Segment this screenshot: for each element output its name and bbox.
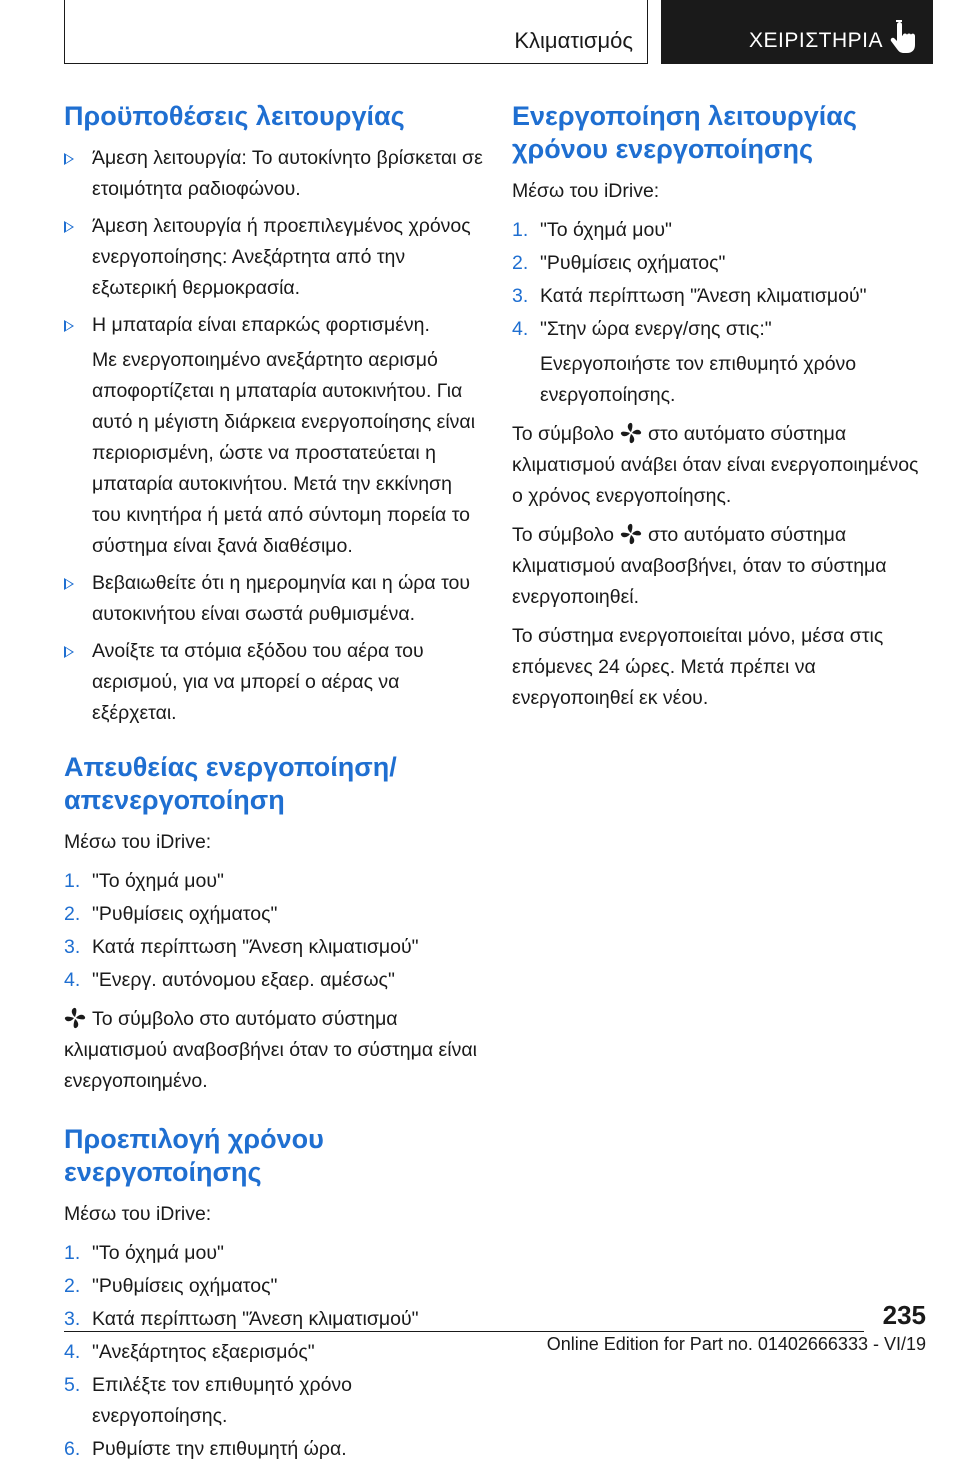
section-tab-label: ΧΕΙΡΙΣΤΗΡΙΑ <box>749 29 884 52</box>
section-title-direct-activation: Απευθείας ενεργοποίηση/ απενεργοποίηση <box>64 752 397 815</box>
intro-text: Μέσω του iDrive: <box>64 1203 212 1225</box>
prerequisites-list <box>64 143 484 729</box>
list-item: 1. "Το όχημά μου" <box>512 219 672 241</box>
symbol-lights-paragraph: Το σύμβολο στο αυτόματο σύστημα κλιματισμού ανάβει όταν είναι ενεργοποιημένος ο χρόνος ενεργοποίησης. <box>512 423 919 507</box>
bullet-triangle-icon <box>64 646 74 658</box>
fan-icon <box>620 422 642 444</box>
list-item: 1. "Το όχημά μου" <box>64 870 224 892</box>
list-item: Άμεση λειτουργία: Το αυτοκίνητο βρίσκεται σε ετοιμότητα ραδιοφώνου. <box>64 143 484 205</box>
activate-timer-steps <box>512 215 932 411</box>
section-tab[interactable] <box>661 0 933 64</box>
symbol-flashes-paragraph: Το σύμβολο στο αυτόματο σύστημα κλιματισμού αναβοσβήνει, όταν το σύστημα ενεργοποιηθεί. <box>512 524 887 608</box>
activation-window-paragraph: Το σύστημα ενεργοποιείται μόνο, μέσα στις επόμενες 24 ώρες. Μετά πρέπει να ενεργοποιηθεί εκ νέου. <box>512 625 884 709</box>
bullet-triangle-icon <box>64 153 74 165</box>
hand-pointer-icon <box>889 20 919 54</box>
list-item: 4. "Στην ώρα ενεργ/σης στις:" Ενεργοποιήστε τον επιθυμητό χρόνο ενεργοποίησης. <box>512 314 932 411</box>
footer-divider <box>64 1331 864 1332</box>
right-column <box>512 100 932 714</box>
list-item: 1. "Το όχημά μου" <box>64 1242 224 1264</box>
list-item: 5. Επιλέξτε τον επιθυμητό χρόνο ενεργοποίησης. <box>64 1374 353 1427</box>
list-item: Βεβαιωθείτε ότι η ημερομηνία και η ώρα του αυτοκινήτου είναι σωστά ρυθμισμένα. <box>64 568 484 630</box>
left-column <box>64 100 484 1467</box>
list-item: Άμεση λειτουργία ή προεπιλεγμένος χρόνος ενεργοποίησης: Ανεξάρτητα από την εξωτερική θερμοκρασία. <box>64 211 484 304</box>
bullet-triangle-icon <box>64 320 74 332</box>
intro-text: Μέσω του iDrive: <box>64 831 212 853</box>
battery-note: Με ενεργοποιημένο ανεξάρτητο αερισμό αποφορτίζεται η μπαταρία αυτοκινήτου. Για αυτό η μέγιστη διάρκεια ενεργοποίησης είναι περιορισμένη, ώστε να προστατεύεται η μπαταρία αυτοκινήτου. Μετά την εκκίνηση του κινητήρα ή μετά από σύντομη πορεία το σύστημα είναι ξανά διαθέσιμο. <box>92 349 476 557</box>
list-item: 2. "Ρυθμίσεις οχήματος" <box>64 903 278 925</box>
bullet-triangle-icon <box>64 578 74 590</box>
fan-icon <box>64 1007 86 1029</box>
list-item: 3. Κατά περίπτωση "Άνεση κλιματισμού" <box>64 1308 419 1330</box>
list-item: 4. "Ενεργ. αυτόνομου εξαερ. αμέσως" <box>64 969 395 991</box>
list-item: 4. "Ανεξάρτητος εξαερισμός" <box>64 1341 315 1363</box>
list-item: 2. "Ρυθμίσεις οχήματος" <box>512 252 726 274</box>
step-note: Ενεργοποιήστε τον επιθυμητό χρόνο ενεργοποίησης. <box>540 353 857 406</box>
section-title-prerequisites: Προϋποθέσεις λειτουργίας <box>64 101 405 131</box>
fan-icon <box>620 523 642 545</box>
intro-text: Μέσω του iDrive: <box>512 180 660 202</box>
list-item: 3. Κατά περίπτωση "Άνεση κλιματισμού" <box>64 936 419 958</box>
header-chapter-box <box>64 0 648 64</box>
chapter-title: Κλιματισμός <box>514 28 633 53</box>
direct-activation-steps <box>64 866 484 996</box>
list-item: Ανοίξτε τα στόμια εξόδου του αέρα του αερισμού, για να μπορεί ο αέρας να εξέρχεται. <box>64 636 484 729</box>
section-title-preset-time: Προεπιλογή χρόνου ενεργοποίησης <box>64 1124 324 1187</box>
list-item: 3. Κατά περίπτωση "Άνεση κλιματισμού" <box>512 285 867 307</box>
footer-edition: Online Edition for Part no. 01402666333 - VI/19 <box>546 1334 926 1354</box>
list-item: Η μπαταρία είναι επαρκώς φορτισμένη. Με ενεργοποιημένο ανεξάρτητο αερισμό αποφορτίζεται η μπαταρία αυτοκινήτου. Για αυτό η μέγιστη διάρκεια ενεργοποίησης είναι περιορισμένη, ώστε να προστατεύεται η μπαταρία αυτοκινήτου. Μετά την εκκίνηση του κινητήρα ή μετά από σύντομη πορεία το σύστημα είναι ξανά διαθέσιμο. <box>64 310 484 562</box>
preset-time-steps <box>64 1238 484 1465</box>
list-item: 6. Ρυθμίστε την επιθυμητή ώρα. <box>64 1438 347 1460</box>
page-number: 235 <box>882 1300 926 1330</box>
bullet-triangle-icon <box>64 221 74 233</box>
list-item: 2. "Ρυθμίσεις οχήματος" <box>64 1275 278 1297</box>
section-title-activate-timer: Ενεργοποίηση λειτουργίας χρόνου ενεργοποίησης <box>512 101 857 164</box>
fan-symbol-note: Το σύμβολο στο αυτόματο σύστημα κλιματισμού αναβοσβήνει όταν το σύστημα είναι ενεργοποιημένο. <box>64 1008 477 1092</box>
